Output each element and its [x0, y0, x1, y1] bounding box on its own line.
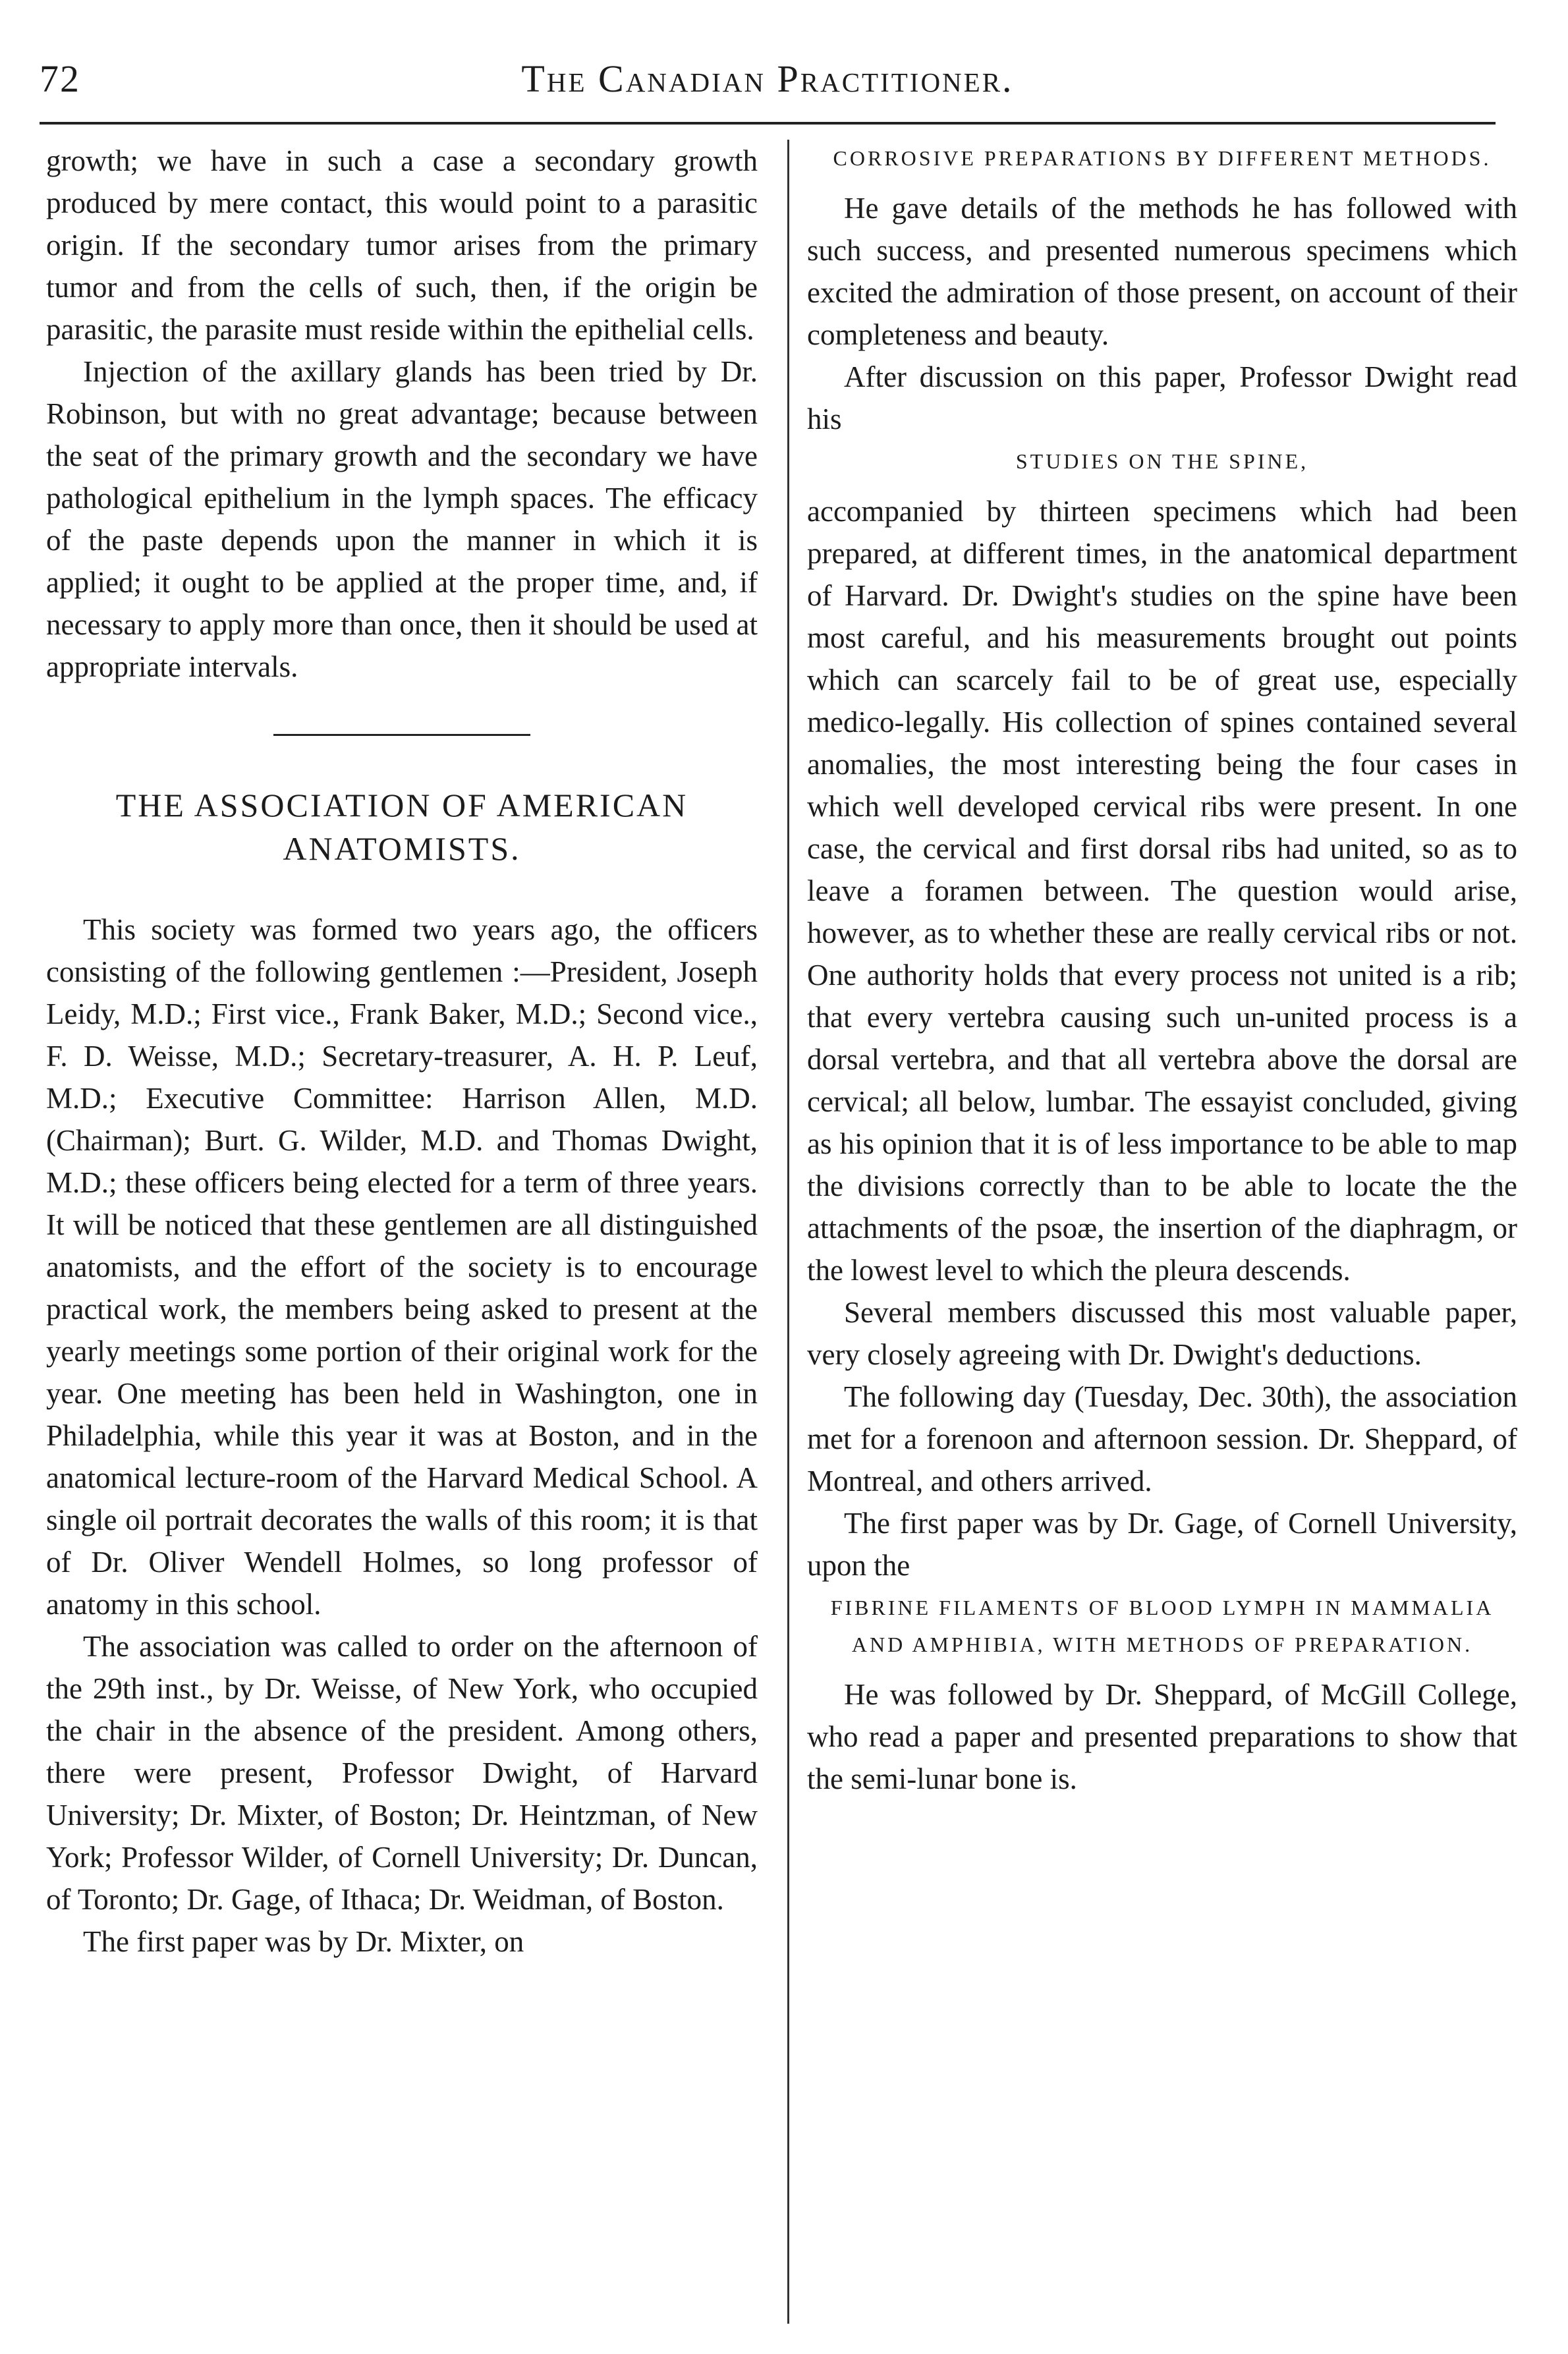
subhead-corrosive-preparations: CORROSIVE PREPARATIONS BY DIFFERENT METHODS.	[833, 146, 1492, 170]
paragraph-injection: Injection of the axillary glands has been tried by Dr. Robinson, but with no great advantage; because between the seat of the primary growth and the secondary we have pathological epithelium in the lymph spaces. The efficacy of the paste depends upon the manner in which it is applied; it ought to be applied at the proper time, and, if necessary to apply more than once, then it should be used at appropriate intervals.	[46, 355, 758, 683]
page-header	[40, 40, 1496, 112]
subhead-studies-on-spine: STUDIES ON THE SPINE,	[1015, 449, 1309, 473]
paragraph-several-members: Several members discussed this most valuable paper, very closely agreeing with Dr. Dwight's deductions.	[807, 1296, 1517, 1371]
section-title: THE ASSOCIATION OF AMERICAN ANATOMISTS.	[115, 787, 688, 867]
right-column	[807, 140, 1517, 1800]
paragraph-gage: The first paper was by Dr. Gage, of Cornell University, upon the	[807, 1507, 1517, 1582]
paragraph-spine: accompanied by thirteen specimens which had been prepared, at different times, in the anatomical department of Harvard. Dr. Dwight's studies on the spine have been most careful, and his measurements brought out points which can scarcely fail to be of great use, especially medico-legally. His collection of spines contained several anomalies, the most interesting being the four cases in which well developed cervical ribs were present. In one case, the cervical and first dorsal ribs had united, so as to leave a foramen between. The question would arise, however, as to whether these are really cervical ribs or not. One authority holds that every process not united is a rib; that every vertebra causing such un-united process is a dorsal vertebra, and that all vertebra above the dorsal are cervical; all below, lumbar. The essayist concluded, giving as his opinion that it is of less importance to be able to map the divisions correctly than to be able to locate the the attachments of the psoæ, the insertion of the diaphragm, or the lowest level to which the pleura descends.	[807, 495, 1517, 1287]
paragraph-called-to-order: The association was called to order on the afternoon of the 29th inst., by Dr. Weisse, of New York, who occupied the chair in the absence of the president. Among others, there were present, Professor Dwight, of Harvard University; Dr. Mixter, of Boston; Dr. Heintzman, of New York; Professor Wilder, of Cornell University; Dr. Duncan, of Toronto; Dr. Gage, of Ithaca; Dr. Weidman, of Boston.	[46, 1630, 758, 1916]
header-rule	[40, 122, 1496, 125]
paragraph-details: He gave details of the methods he has followed with such success, and presented numerous specimens which excited the admiration of those present, on account of their completeness and beauty.	[807, 192, 1517, 351]
paragraph-following-day: The following day (Tuesday, Dec. 30th), the association met for a forenoon and afternoon session. Dr. Sheppard, of Montreal, and others arrived.	[807, 1380, 1517, 1498]
paragraph-discussion: After discussion on this paper, Professor Dwight read his	[807, 360, 1517, 435]
paragraph-sheppard: He was followed by Dr. Sheppard, of McGill College, who read a paper and presented preparations to show that the semi-lunar bone is.	[807, 1678, 1517, 1795]
continued-paragraph: growth; we have in such a case a secondary growth produced by mere contact, this would point to a parasitic origin. If the secondary tumor arises from the primary tumor and from the cells of such, then, if the origin be parasitic, the parasite must reside within the epithelial cells.	[46, 144, 758, 346]
left-column	[46, 140, 758, 1963]
running-title: The Canadian Practitioner.	[521, 57, 1014, 100]
paragraph-society-formed: This society was formed two years ago, the officers consisting of the following gentlemen :—President, Joseph Leidy, M.D.; First vice., Frank Baker, M.D.; Second vice., F. D. Weisse, M.D.; Secretary-treasurer, A. H. P. Leuf, M.D.; Executive Committee: Harrison Allen, M.D. (Chairman); Burt. G. Wilder, M.D. and Thomas Dwight, M.D.; these officers being elected for a term of three years. It will be noticed that these gentlemen are all distinguished anatomists, and the effort of the society is to encourage practical work, the members being asked to present at the yearly meetings some portion of their original work for the year. One meeting has been held in Washington, one in Philadelphia, while this year it was at Boston, and in the anatomical lecture-room of the Harvard Medical School. A single oil portrait decorates the walls of this room; it is that of Dr. Oliver Wendell Holmes, so long professor of anatomy in this school.	[46, 913, 758, 1621]
column-divider	[787, 140, 789, 2324]
paragraph-first-paper: The first paper was by Dr. Mixter, on	[83, 1925, 524, 1958]
section-separator-rule	[273, 734, 530, 736]
page-number: 72	[40, 57, 80, 100]
subhead-fibrine-filaments: FIBRINE FILAMENTS OF BLOOD LYMPH IN MAMMALIA AND AMPHIBIA, WITH METHODS OF PREPARATION.	[830, 1596, 1494, 1656]
